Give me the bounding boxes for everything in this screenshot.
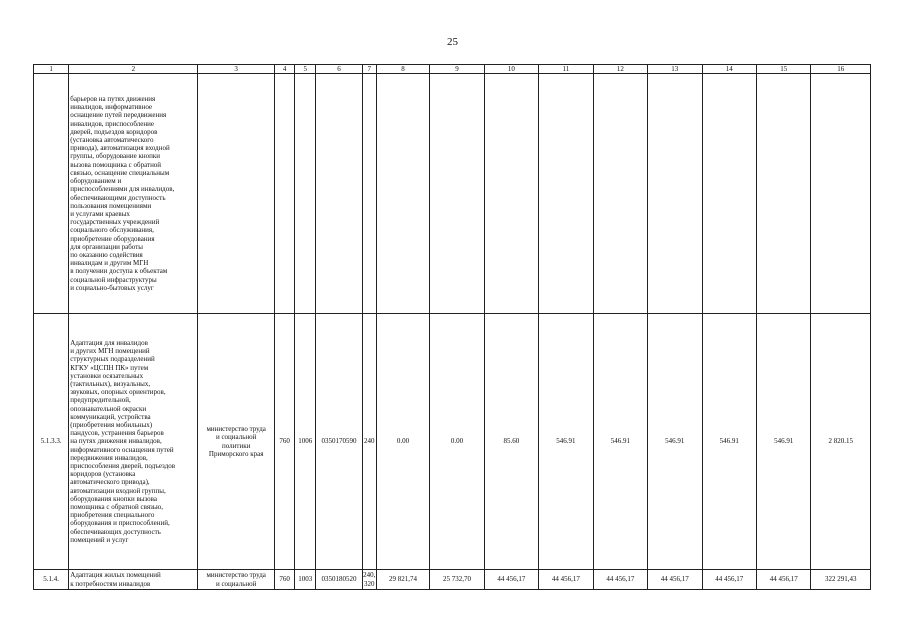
column-header: 3 [198,65,275,74]
budget-code-cell: 760 [275,314,295,570]
amount-cell: 546.91 [593,314,647,570]
amount-cell: 44 456,17 [756,570,810,590]
column-header: 14 [702,65,756,74]
amount-cell: 25 732,70 [430,570,484,590]
column-header: 15 [756,65,810,74]
amount-cell: 85.60 [484,314,538,570]
budget-code-cell: 1003 [295,570,316,590]
column-header: 12 [593,65,647,74]
amount-cell [376,74,429,314]
amount-cell [539,74,593,314]
amount-cell: 44 456,17 [648,570,702,590]
amount-cell: 546.91 [539,314,593,570]
amount-cell: 546.91 [756,314,810,570]
budget-code-cell: 760 [275,570,295,590]
column-header: 13 [648,65,702,74]
activity-description: барьеров на путях движения инвалидов, информативное оснащение путей передвижения инвалидов, приспособление дверей, подъездов коридоров (установка автоматического привода), автоматизация входной группы, оборудование кнопки вызова помощника с обратной связью, оснащение специальным оборудованием и приспособлениями для инвалидов, обеспечивающими доступность пользования помещениями и услугами краевых государственных учреждений социального обслуживания, приобретение оборудования для организации работы по оказанию содействия инвалидам и другим МГН в получении доступа к объектам социальной инфраструктуры и социально-бытовых услуг [69,74,198,314]
budget-code-cell [295,74,316,314]
budget-code-cell [275,74,295,314]
amount-cell [430,74,484,314]
budget-code-cell: 240, 320 [363,571,376,588]
total-cell: 322 291,43 [811,570,871,590]
budget-code-cell: 240 [362,314,376,570]
row-number [34,74,69,314]
column-header: 16 [811,65,871,74]
row-number: 5.1.3.3. [34,314,69,570]
amount-cell: 29 821,74 [376,570,429,590]
amount-cell: 44 456,17 [593,570,647,590]
column-header: 7 [362,65,376,74]
amount-cell: 0.00 [430,314,484,570]
budget-code-cell [316,74,362,314]
column-header: 4 [275,65,295,74]
budget-code-cell: 0350180520 [316,570,362,590]
amount-cell: 0.00 [376,314,429,570]
page-number: 25 [447,36,458,48]
total-cell [811,74,871,314]
column-header: 5 [295,65,316,74]
amount-cell [648,74,702,314]
column-header: 6 [316,65,362,74]
column-header: 8 [376,65,429,74]
row-number: 5.1.4. [34,570,69,590]
executor: министерство труда и социальной политики Приморского края [198,314,275,570]
budget-code-cell: 0350170590 [316,314,362,570]
activity-description: Адаптация для инвалидов и других МГН помещений структурных подразделений КГКУ «ЦСПН ПК» путем установки осязательных (тактильных), визуальных, звуковых, опорных ориентиров, предупредительной, опознавательной окраски коммуникаций, устройства (приобретения мобильных) пандусов, устранения барьеров на путях движения инвалидов, информативного оснащения путей передвижения инвалидов, приспособления дверей, подъездов коридоров (установка автоматического привода), автоматизации входной группы, оборудования кнопки вызова помощника с обратной связью, приобретения специального оборудования и приспособлений, обеспечивающих доступность помещений и услуг [69,314,198,570]
total-cell: 2 820.15 [811,314,871,570]
column-header: 2 [69,65,198,74]
amount-cell: 44 456,17 [484,570,538,590]
table-row [34,314,871,570]
column-header: 11 [539,65,593,74]
executor: министерство труда и социальной [198,570,275,590]
amount-cell: 44 456,17 [702,570,756,590]
amount-cell: 44 456,17 [539,570,593,590]
amount-cell: 546.91 [702,314,756,570]
budget-table [33,64,871,590]
column-header: 1 [34,65,69,74]
table-row [34,74,871,314]
budget-code-cell [362,74,376,314]
amount-cell [702,74,756,314]
amount-cell [484,74,538,314]
amount-cell [593,74,647,314]
table-row [34,570,871,590]
executor [198,74,275,314]
column-header: 10 [484,65,538,74]
amount-cell [756,74,810,314]
activity-description: Адаптация жилых помещений к потребностям инвалидов [69,570,198,590]
amount-cell: 546.91 [648,314,702,570]
header-row [34,65,871,74]
budget-code-cell: 1006 [295,314,316,570]
column-header: 9 [430,65,484,74]
